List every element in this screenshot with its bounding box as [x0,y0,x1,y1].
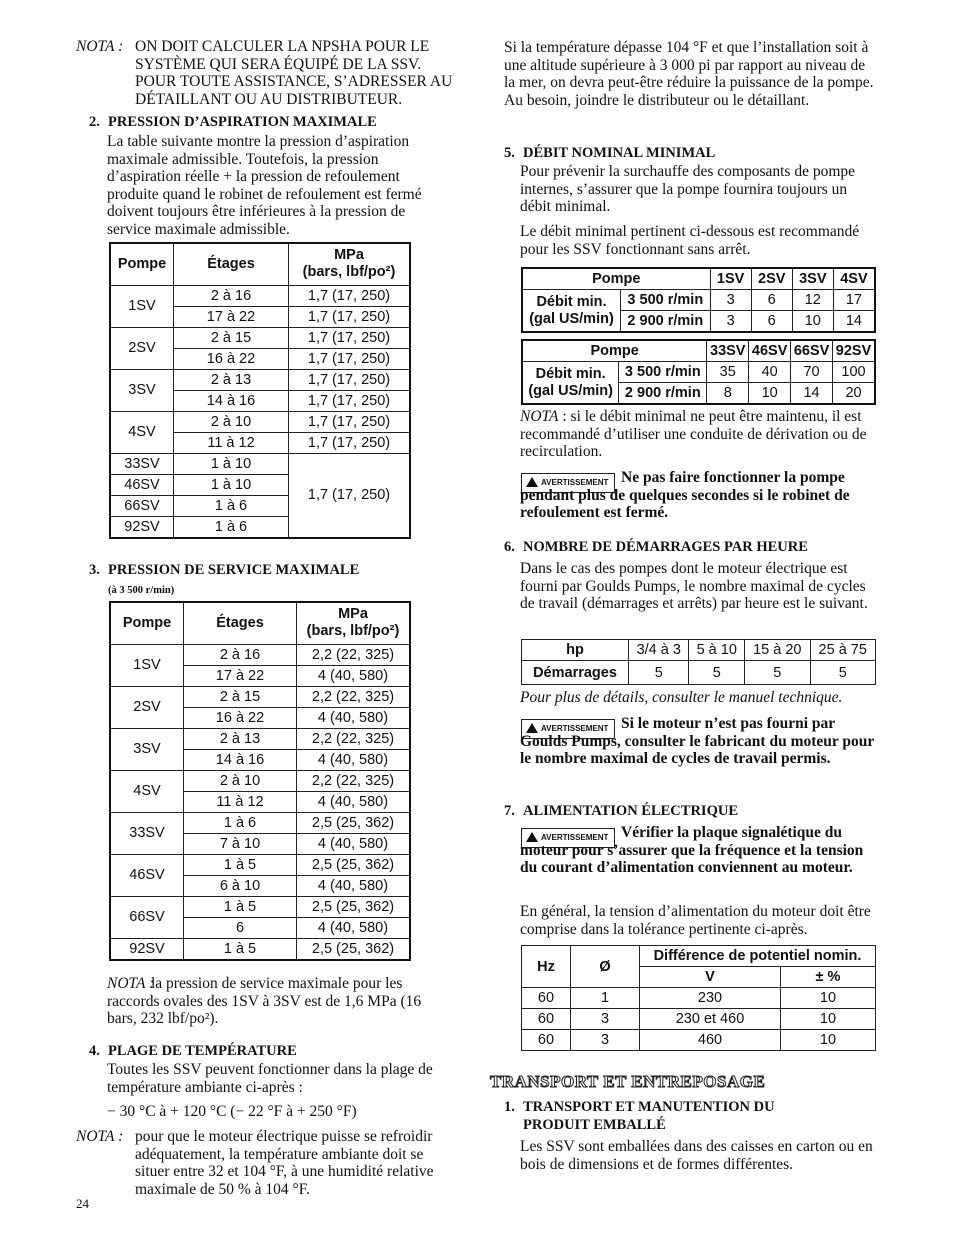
pump-cell: 1SV [110,285,174,327]
table-cell: 100 [833,362,875,383]
starts-per-hour-table [521,639,876,685]
section-number: 5. [504,145,515,161]
section-subtitle: (à 3 500 r/min) [108,585,175,596]
intro-text: Si la température dépasse 104 °F et que l’installation soit à une altitude supérieure à 3 000 pi par rapport au niveau de la mer, on devra peut-être réduire la puissance de la pompe. Au besoin, joindre le distributeur ou le détaillant. [504,39,874,109]
table-cell: 2,2 (22, 325) [297,770,411,791]
table-cell: 3 [571,1009,640,1030]
table-cell: 4 (40, 580) [297,707,411,728]
temperature-range: − 30 °C à + 120 °C (− 22 °F à + 250 °F) [107,1103,357,1120]
table-cell: 1,7 (17, 250) [289,411,411,432]
table-cell: 2 à 13 [184,728,297,749]
pump-cell: 46SV [110,474,174,495]
row-label: Démarrages [522,661,629,685]
table-cell: 60 [522,1030,571,1051]
table-row [522,1030,876,1051]
table-row [110,369,410,390]
speed-cell: 3 500 r/min [619,362,707,383]
table-cell: 2 à 15 [174,327,289,348]
section-number: 2. [89,114,100,130]
section-title: ALIMENTATION ÉLECTRIQUE [523,803,738,819]
table-cell: 14 [791,383,833,405]
table-cell: 2 à 16 [174,285,289,306]
pump-cell: 33SV [110,453,174,474]
table-cell: 230 et 460 [640,1009,781,1030]
table-cell: 1 à 6 [174,495,289,516]
section-title: NOMBRE DE DÉMARRAGES PAR HEURE [523,539,808,555]
col-header: MPa (bars, lbf/po²) [297,602,411,644]
nota-label: NOTA : [107,975,155,992]
table-row [110,854,410,875]
table-cell: 1 à 6 [184,812,297,833]
section-title: PRESSION DE SERVICE MAXIMALE [108,562,360,578]
pump-cell: 66SV [110,495,174,516]
table-cell: 1 à 10 [174,474,289,495]
pump-cell: 33SV [110,812,184,854]
table-cell: 60 [522,988,571,1009]
table-cell: 1,7 (17, 250) [289,285,411,306]
table-cell: 1,7 (17, 250) [289,348,411,369]
table-cell: 1,7 (17, 250) [289,390,411,411]
col-header: 15 à 20 [745,640,810,661]
speed-cell: 2 900 r/min [621,311,711,333]
pump-cell: 2SV [110,327,174,369]
table-cell: 14 à 16 [174,390,289,411]
warning-badge: AVERTISSEMENT [521,473,615,493]
table-cell: 230 [640,988,781,1009]
col-header: 1SV [710,268,751,290]
table-cell: 6 à 10 [184,875,297,896]
table-cell: 4 (40, 580) [297,749,411,770]
warning-badge: AVERTISSEMENT [521,719,615,739]
table-cell: 2,5 (25, 362) [297,896,411,917]
section-text: En général, la tension d’alimentation du moteur doit être comprise dans la tolérance pertinente ci-après. [520,903,871,938]
table-cell: 5 [745,661,810,685]
table-cell: 1,7 (17, 250) [289,306,411,327]
warning-badge: AVERTISSEMENT [521,828,615,848]
table-cell: 10 [792,311,833,333]
col-header: V [640,967,781,988]
pump-cell: 4SV [110,411,174,453]
section-title: PLAGE DE TEMPÉRATURE [108,1043,297,1059]
table-cell: 4 (40, 580) [297,791,411,812]
col-header: 2SV [751,268,792,290]
section-text: Pour prévenir la surchauffe des composants de pompe internes, s’assurer que la pompe fournira toujours un débit minimal. [520,163,856,215]
table-row [522,1009,876,1030]
table-cell: 16 à 22 [174,348,289,369]
speed-cell: 3 500 r/min [621,290,711,311]
page-number: 24 [76,1196,89,1211]
col-header: 3/4 à 3 [629,640,689,661]
col-header: Étages [174,243,289,285]
row-label: Débit min. (gal US/min) [522,362,619,405]
table-cell: 1 à 5 [184,938,297,960]
table-row [522,988,876,1009]
table-cell: 1,7 (17, 250) [289,369,411,390]
col-header: 4SV [833,268,875,290]
col-header: Pompe [522,268,710,290]
col-header: 25 à 75 [810,640,876,661]
nota-text: ON DOIT CALCULER LA NPSHA POUR LE SYSTÈME QUI SERA ÉQUIPÉ DE LA SSV. POUR TOUTE ASSISTANCE, S’ADRESSER AU DÉTAILLANT OU AU DISTRIBUTEUR. [135,38,453,108]
table-cell: 6 [184,917,297,938]
pump-cell: 46SV [110,854,184,896]
table-cell: 2,2 (22, 325) [297,644,411,665]
table-cell: 1 [571,988,640,1009]
section-number: 1. [504,1099,515,1115]
table-cell: 2 à 15 [184,686,297,707]
table-cell: 11 à 12 [174,432,289,453]
warning-text: Ne pas faire fonctionner la pompe pendant plus de quelques secondes si le robinet de refoulement est fermé. [520,469,850,521]
col-header: Étages [184,602,297,644]
table-cell: 7 à 10 [184,833,297,854]
table-cell: 3 [571,1030,640,1051]
col-header: Ø [571,946,640,988]
warning-text: Si le moteur n’est pas fourni par Goulds Pumps, consulter le fabricant du moteur pour le nombre maximal de cycles de travail permis. [520,715,874,767]
nota-label: NOTA : [76,1128,124,1145]
section-number: 6. [504,539,515,555]
pump-cell: 2SV [110,686,184,728]
table-cell: 12 [792,290,833,311]
table-cell: 16 à 22 [184,707,297,728]
col-header: 33SV [707,340,749,362]
table-row [110,896,410,917]
table-cell: 70 [791,362,833,383]
table-row [110,812,410,833]
nota-label: NOTA : [76,38,124,55]
table-cell: 17 [833,290,875,311]
row-label: Débit min. (gal US/min) [522,290,621,333]
table-cell: 2 à 13 [174,369,289,390]
table-row [110,411,410,432]
table-row [110,644,410,665]
section-text: Le débit minimal pertinent ci-dessous est recommandé pour les SSV fonctionnant sans arrêt. [520,223,860,258]
pump-cell: 1SV [110,644,184,686]
col-header: MPa (bars, lbf/po²) [289,243,411,285]
voltage-table [521,945,876,1051]
table-cell: 1 à 5 [184,854,297,875]
table-cell: 1 à 10 [174,453,289,474]
table-cell: 8 [707,383,749,405]
pump-cell: 92SV [110,516,174,538]
pump-cell: 66SV [110,896,184,938]
table-cell: 10 [781,988,876,1009]
table-row [110,938,410,960]
table-cell: 4 (40, 580) [297,875,411,896]
table-cell: 2,5 (25, 362) [297,812,411,833]
nota-text: pour que le moteur électrique puisse se refroidir adéquatement, la température ambiante doit se situer entre 32 et 104 °F, à une humidité relative maximale de 50 % à 104 °F. [135,1128,434,1198]
table-cell: 14 [833,311,875,333]
table-cell: 2,2 (22, 325) [297,728,411,749]
pump-cell: 3SV [110,728,184,770]
col-header: Pompe [110,602,184,644]
suction-pressure-table [109,242,411,539]
table-cell: 5 [689,661,745,685]
table-cell: 10 [781,1030,876,1051]
section-number: 3. [89,562,100,578]
col-header: Pompe [522,340,707,362]
section-text: Dans le cas des pompes dont le moteur électrique est fourni par Goulds Pumps, le nombre maximal de cycles de travail (démarrages et arrêts) par heure est le suivant. [520,560,868,612]
table-cell: 14 à 16 [184,749,297,770]
table-cell: 4 (40, 580) [297,833,411,854]
table-cell: 1 à 6 [174,516,289,538]
section-title: PRESSION D’ASPIRATION MAXIMALE [108,114,377,130]
table-cell: 6 [751,290,792,311]
table-cell: 2,2 (22, 325) [297,686,411,707]
table-cell: 17 à 22 [184,665,297,686]
section-number: 7. [504,803,515,819]
pump-cell: 4SV [110,770,184,812]
col-header: 66SV [791,340,833,362]
table-row [110,327,410,348]
col-header: Hz [522,946,571,988]
table-cell: 460 [640,1030,781,1051]
section-text: La table suivante montre la pression d’aspiration maximale admissible. Toutefois, la pression d’aspiration réelle + la pression de refoulement produite quand le robinet de refoulement est fermé doivent toujours être inférieures à la pression de service maximale admissible. [107,133,422,238]
table-cell: 17 à 22 [174,306,289,327]
table-cell: 5 [810,661,876,685]
table-cell: 1,7 (17, 250) [289,432,411,453]
row-label: hp [522,640,629,661]
section-title: TRANSPORT ET MANUTENTION DU PRODUIT EMBALLÉ [523,1099,775,1133]
table-cell: 5 [629,661,689,685]
table-cell: 3 [710,311,751,333]
table-cell: 10 [781,1009,876,1030]
nota-text: la pression de service maximale pour les raccords ovales des 1SV à 3SV est de 1,6 MPa (16 bars, 232 lbf/po²). [107,975,422,1027]
table-row [110,686,410,707]
nota-text: NOTA : si le débit minimal ne peut être maintenu, il est recommandé d’utiliser une conduite de dérivation ou de recirculation. [520,408,867,460]
col-header: ± % [781,967,876,988]
table-cell: 1 à 5 [184,896,297,917]
table-cell: 2 à 10 [184,770,297,791]
section-title: DÉBIT NOMINAL MINIMAL [523,145,716,161]
table-cell: 10 [749,383,791,405]
section-heading: TRANSPORT ET ENTREPOSAGE [490,1072,766,1091]
table-cell: 1,7 (17, 250) [289,327,411,348]
section-text: Les SSV sont emballées dans des caisses en carton ou en bois de dimensions et de formes différentes. [520,1138,873,1173]
table-cell: 2,5 (25, 362) [297,854,411,875]
min-flow-table-2 [521,339,876,405]
table-cell: 60 [522,1009,571,1030]
col-header: Différence de potentiel nomin. [640,946,876,967]
col-header: 92SV [833,340,875,362]
warning-text: Vérifier la plaque signalétique du moteur pour s’assurer que la fréquence et la tension du courant d’alimentation conviennent au moteur. [520,824,864,876]
table-row [110,770,410,791]
pump-cell: 3SV [110,369,174,411]
section-number: 4. [89,1043,100,1059]
table-cell: 3 [710,290,751,311]
table-cell: 35 [707,362,749,383]
pump-cell: 92SV [110,938,184,960]
section-text: Toutes les SSV peuvent fonctionner dans la plage de température ambiante ci-après : [107,1061,433,1096]
speed-cell: 2 900 r/min [619,383,707,405]
table-cell: 4 (40, 580) [297,665,411,686]
col-header: Pompe [110,243,174,285]
table-cell: 11 à 12 [184,791,297,812]
table-row [110,728,410,749]
table-row [110,285,410,306]
table-cell: 2,5 (25, 362) [297,938,411,960]
service-pressure-table [109,601,411,961]
table-cell: 2 à 16 [184,644,297,665]
table-cell: 20 [833,383,875,405]
min-flow-table-1 [521,267,876,333]
table-cell: 2 à 10 [174,411,289,432]
col-header: 3SV [792,268,833,290]
table-cell: 4 (40, 580) [297,917,411,938]
technical-manual-note: Pour plus de détails, consulter le manuel technique. [520,689,843,706]
table-cell: 40 [749,362,791,383]
table-cell: 6 [751,311,792,333]
col-header: 46SV [749,340,791,362]
table-cell: 1,7 (17, 250) [289,453,411,538]
table-row [110,453,410,474]
col-header: 5 à 10 [689,640,745,661]
